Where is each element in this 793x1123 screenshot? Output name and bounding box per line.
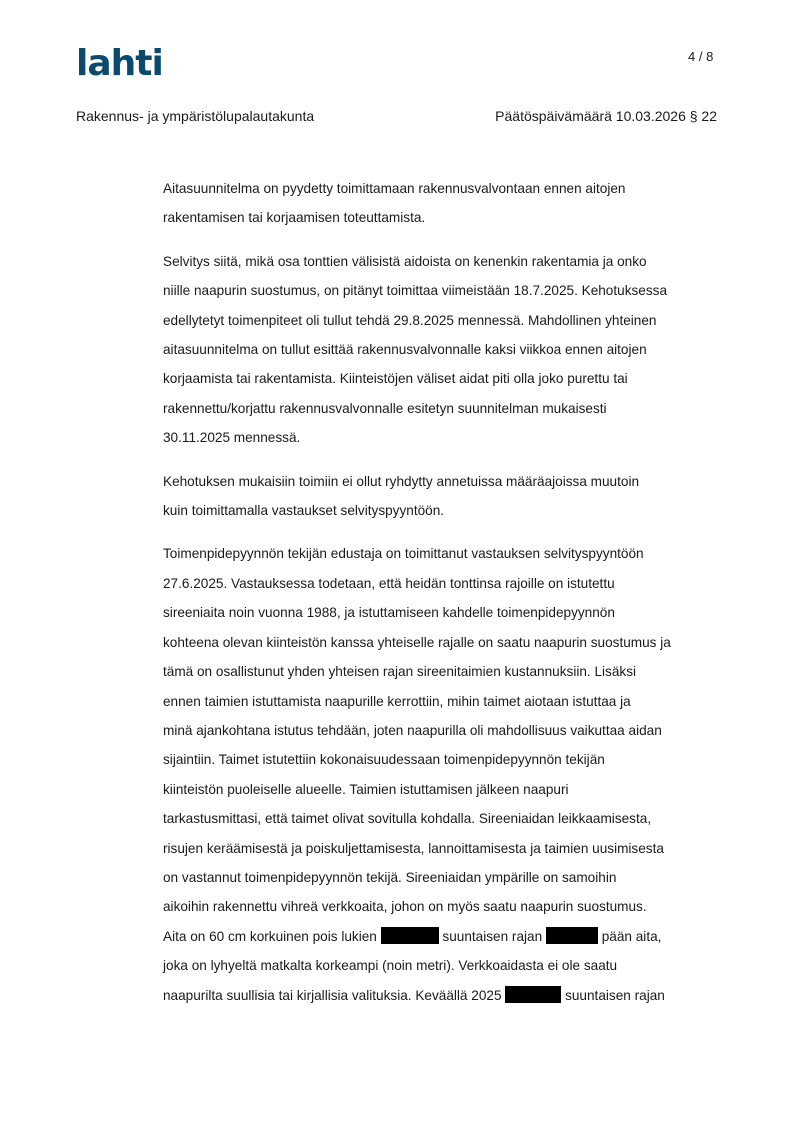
text-line: Kehotuksen mukaisiin toimiin ei ollut ryhdytty annetuissa määräajoissa muutoin xyxy=(163,473,640,489)
text-line: sijaintiin. Taimet istutettiin kokonaisuudessaan toimenpidepyynnön tekijän xyxy=(163,752,605,768)
text-line: joka on lyhyeltä matkalta korkeampi (noin metri). Verkkoaidasta ei ole saatu xyxy=(163,958,618,974)
decision-date: Päätöspäivämäärä 10.03.2026 § 22 xyxy=(495,108,717,124)
paragraph xyxy=(163,539,719,1010)
text-line: aikoihin rakennettu vihreä verkkoaita, johon on myös saatu naapurin suostumus. xyxy=(163,899,647,915)
text-line: 27.6.2025. Vastauksessa todetaan, että heidän tonttinsa rajoille on istutettu xyxy=(163,575,615,591)
text-line: Selvitys siitä, mikä osa tonttien välisistä aidoista on kenenkin rakentamia ja onko xyxy=(163,253,647,269)
text-line: tarkastusmittasi, että taimet olivat sovitulla kohdalla. Sireeniaidan leikkaamisesta, xyxy=(163,811,652,827)
text-line: korjaamista tai rakentamista. Kiinteistöjen väliset aidat piti olla joko purettu tai xyxy=(163,371,628,387)
paragraph xyxy=(163,247,719,453)
committee-name: Rakennus- ja ympäristölupalautakunta xyxy=(76,108,315,124)
text-line: kohteena olevan kiinteistön kanssa yhteiselle rajalle on saatu naapurin suostumus ja xyxy=(163,634,671,650)
text-line: minä ajankohtana istutus tehdään, joten naapurilla oli mahdollisuus vaikuttaa aidan xyxy=(163,722,662,738)
text-line: kuin toimittamalla vastaukset selvityspyyntöön. xyxy=(163,503,445,519)
page-number: 4 / 8 xyxy=(688,49,714,64)
text-line: sireeniaita noin vuonna 1988, ja istuttamiseen kahdelle toimenpidepyynnön xyxy=(163,605,615,621)
text-line: edellytetyt toimenpiteet oli tullut tehdä 29.8.2025 mennessä. Mahdollinen yhteinen xyxy=(163,312,657,328)
text-line: Aitasuunnitelma on pyydetty toimittamaan rakennusvalvontaan ennen aitojen xyxy=(163,181,626,196)
paragraph xyxy=(163,467,719,526)
redaction-box xyxy=(546,927,598,944)
paragraph xyxy=(163,174,719,233)
text-segment: pään aita, xyxy=(601,928,662,944)
redaction-box xyxy=(381,927,439,944)
text-line: Toimenpidepyynnön tekijän edustaja on toimittanut vastauksen selvityspyyntöön xyxy=(163,546,644,562)
lahti-logo: lahti xyxy=(76,43,163,84)
text-line: on vastannut toimenpidepyynnön tekijä. Sireeniaidan ympärille on samoihin xyxy=(163,869,617,885)
text-segment: suuntaisen rajan xyxy=(565,987,665,1003)
text-line: niille naapurin suostumus, on pitänyt toimittaa viimeistään 18.7.2025. Kehotuksessa xyxy=(163,283,668,299)
text-line: ennen taimien istuttamista naapurille kerrottiin, mihin taimet aiotaan istuttaa ja xyxy=(163,693,631,709)
text-line: rakennettu/korjattu rakennusvalvonnalle esitetyn suunnitelman mukaisesti xyxy=(163,400,607,416)
text-segment: Aita on 60 cm korkuinen pois lukien xyxy=(163,928,377,944)
text-segment: naapurilta suullisia tai kirjallisia valituksia. Keväällä 2025 xyxy=(163,987,502,1003)
text-line: risujen keräämisestä ja poiskuljettamisesta, lannoittamisesta ja taimien uusimisesta xyxy=(163,840,664,856)
text-line: rakentamisen tai korjaamisen toteuttamista. xyxy=(163,210,426,226)
text-line: 30.11.2025 mennessä. xyxy=(163,430,301,446)
text-line: tämä on osallistunut yhden yhteisen rajan sireenitaimien kustannuksiin. Lisäksi xyxy=(163,664,637,680)
text-line: kiinteistön puoleiselle alueelle. Taimien istuttamisen jälkeen naapuri xyxy=(163,781,569,797)
redaction-box xyxy=(505,986,561,1003)
text-line: aitasuunnitelma on tullut esittää rakennusvalvonnalle kaksi viikkoa ennen aitojen xyxy=(163,342,647,358)
text-line-redacted xyxy=(163,922,719,951)
document-body xyxy=(163,174,719,1024)
text-segment: suuntaisen rajan xyxy=(442,928,543,944)
text-line-redacted xyxy=(163,981,719,1010)
